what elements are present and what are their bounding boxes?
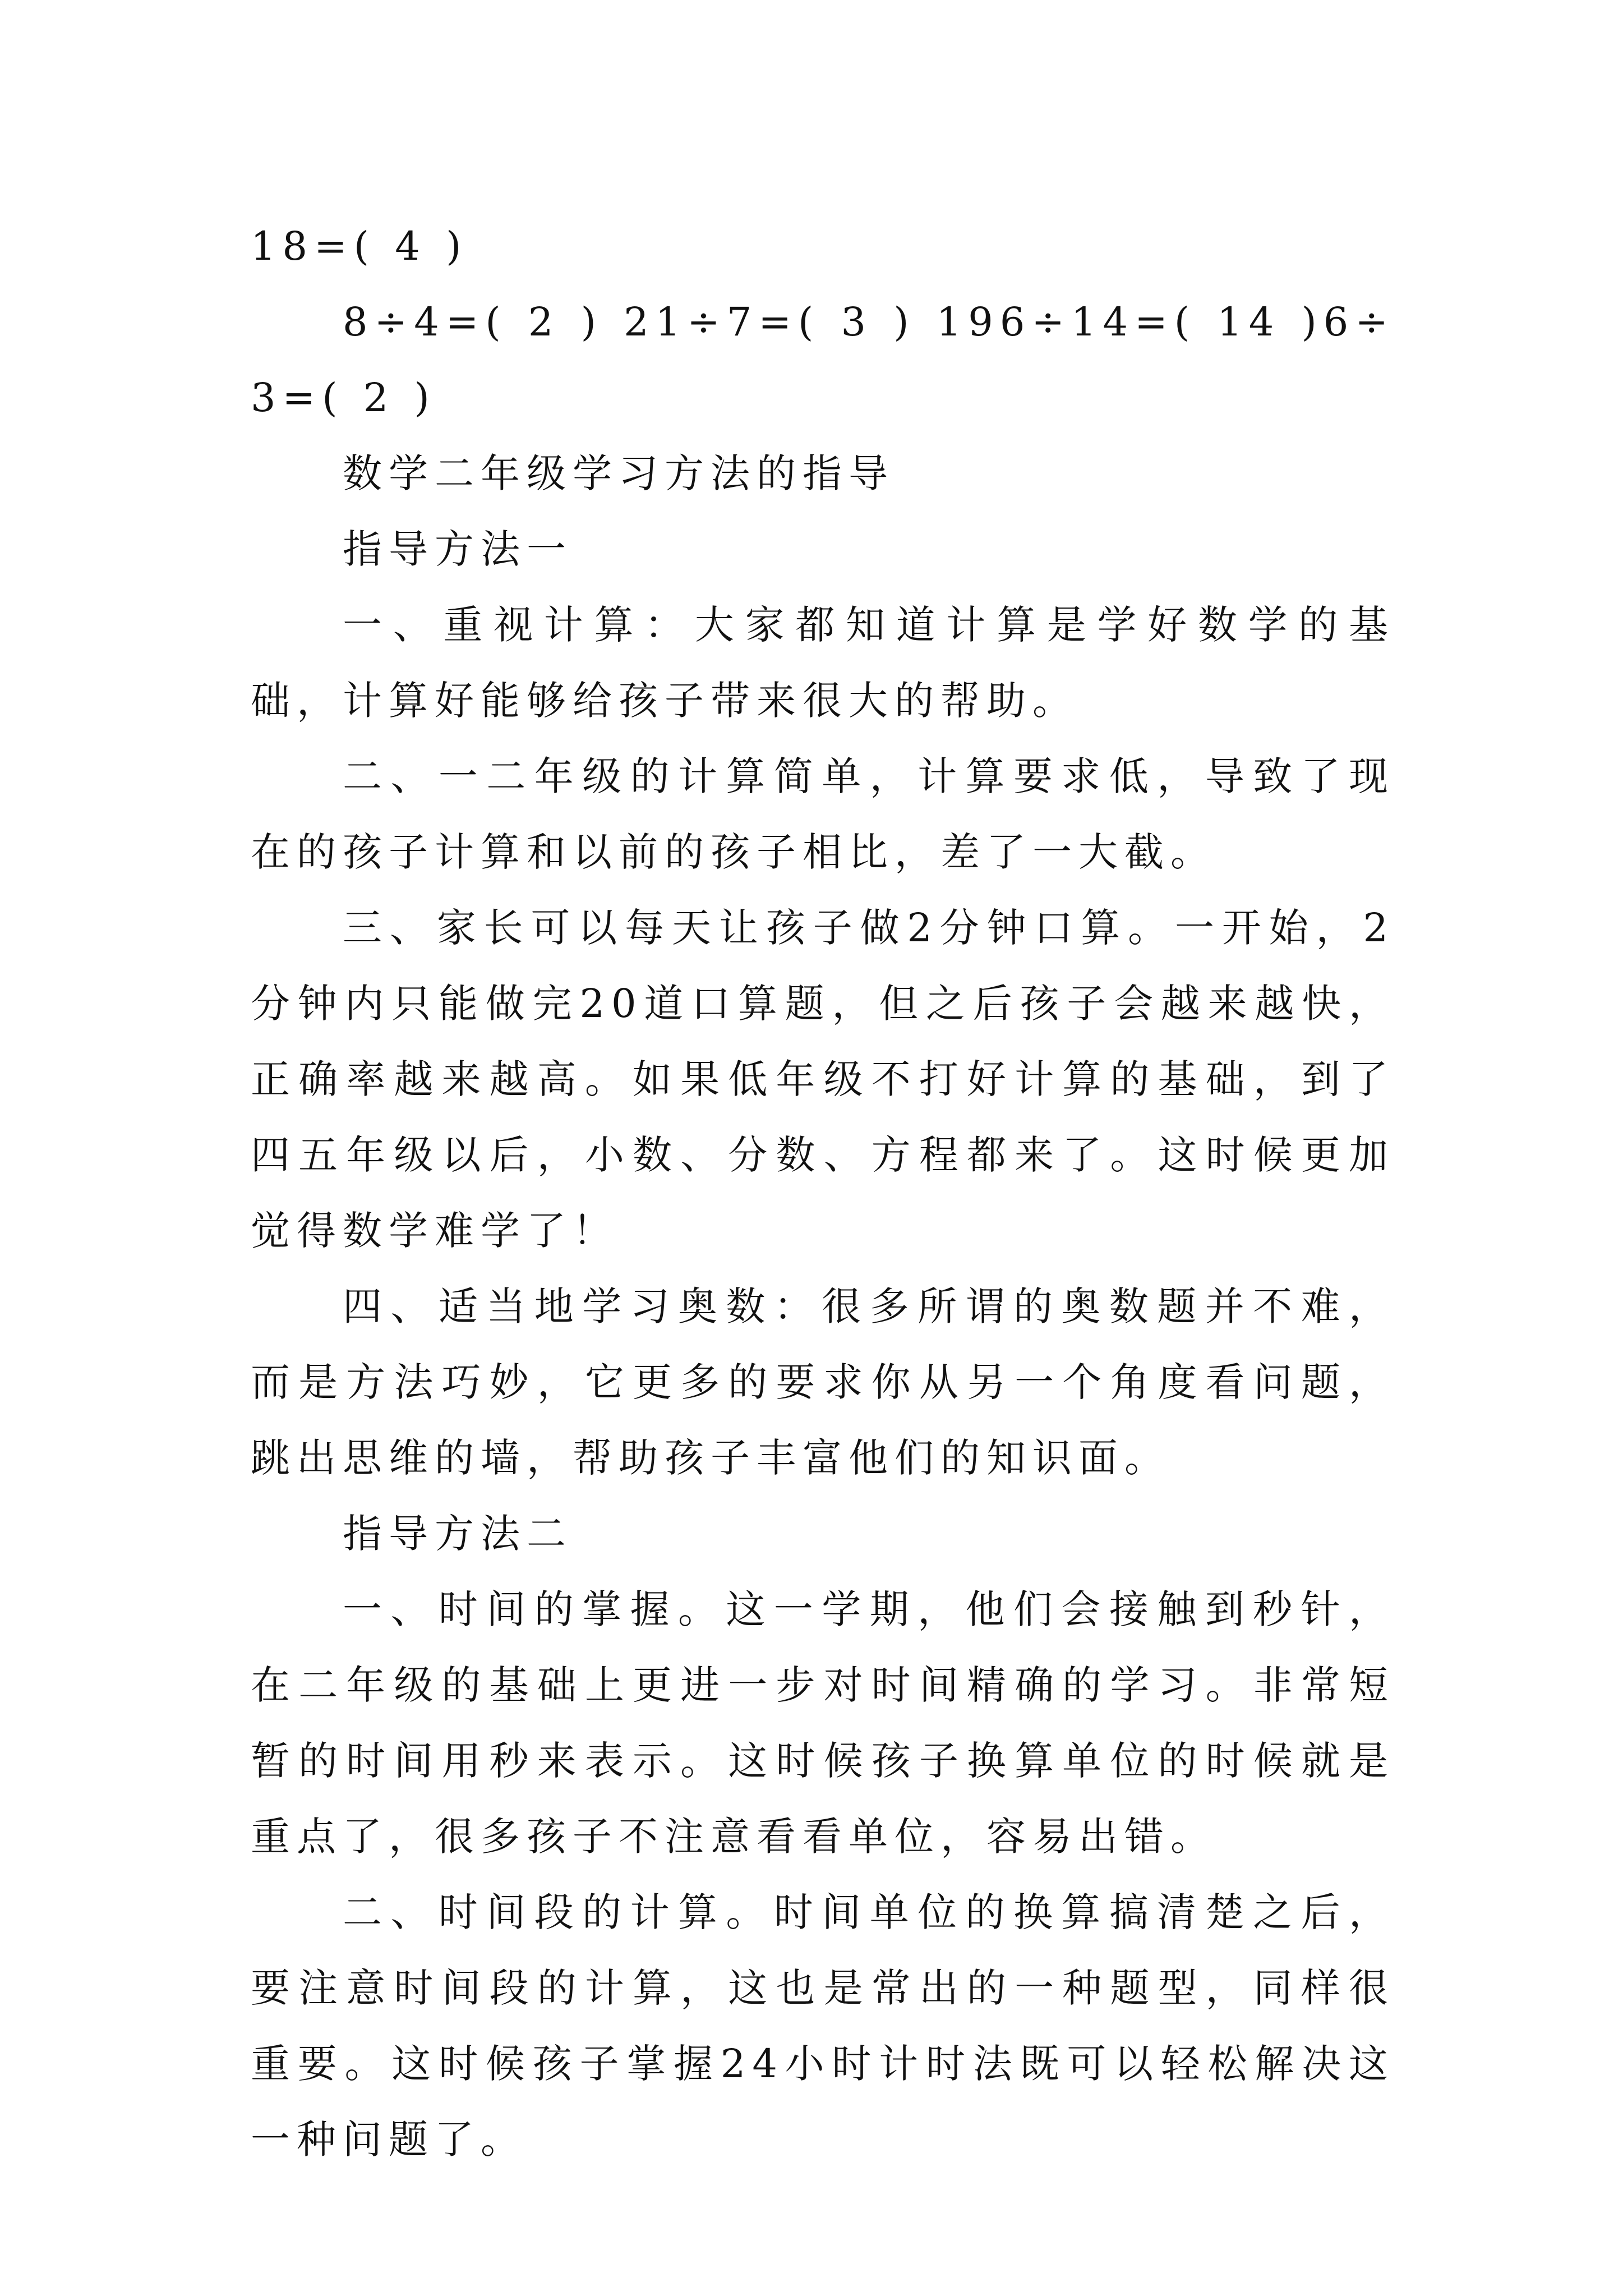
- method-two-heading: 指导方法二: [343, 1511, 573, 1557]
- paragraph-item: 四、适当地学习奥数：很多所谓的奥数题并不难，而是方法巧妙，它更多的要求你从另一个角度看问题，跳出思维的墙，帮助孩子丰富他们的知识面。: [251, 1283, 1395, 1481]
- paragraph-item: 一、重视计算：大家都知道计算是学好数学的基础，计算好能够给孩子带来很大的帮助。: [251, 602, 1395, 724]
- section-heading: 数学二年级学习方法的指导: [343, 450, 895, 496]
- document-body: [251, 209, 1395, 2178]
- paragraph-item: 一、时间的掌握。这一学期，他们会接触到秒针，在二年级的基础上更进一步对时间精确的学习。非常短暂的时间用秒来表示。这时候孩子换算单位的时候就是重点了，很多孩子不注意看看单位，容易出错。: [251, 1586, 1395, 1860]
- paragraph-item: 二、时间段的计算。时间单位的换算搞清楚之后，要注意时间段的计算，这也是常出的一种题型，同样很重要。这时候孩子掌握24小时计时法既可以轻松解决这一种问题了。: [251, 1889, 1395, 2162]
- paragraph-item: 二、一二年级的计算简单，计算要求低，导致了现在的孩子计算和以前的孩子相比，差了一大截。: [251, 753, 1395, 875]
- paragraph-item: 三、家长可以每天让孩子做2分钟口算。一开始，2分钟内只能做完20道口算题，但之后孩子会越来越快，正确率越来越高。如果低年级不打好计算的基础，到了四五年级以后，小数、分数、方程都来了。这时候更加觉得数学难学了！: [251, 905, 1395, 1254]
- math-answer-line-1: 18=( 4 ): [251, 223, 468, 269]
- math-answer-line-2: 8÷4=( 2 ) 21÷7=( 3 ) 196÷14=( 14 )6÷3=( 2 ): [251, 299, 1395, 421]
- method-one-heading: 指导方法一: [343, 526, 573, 572]
